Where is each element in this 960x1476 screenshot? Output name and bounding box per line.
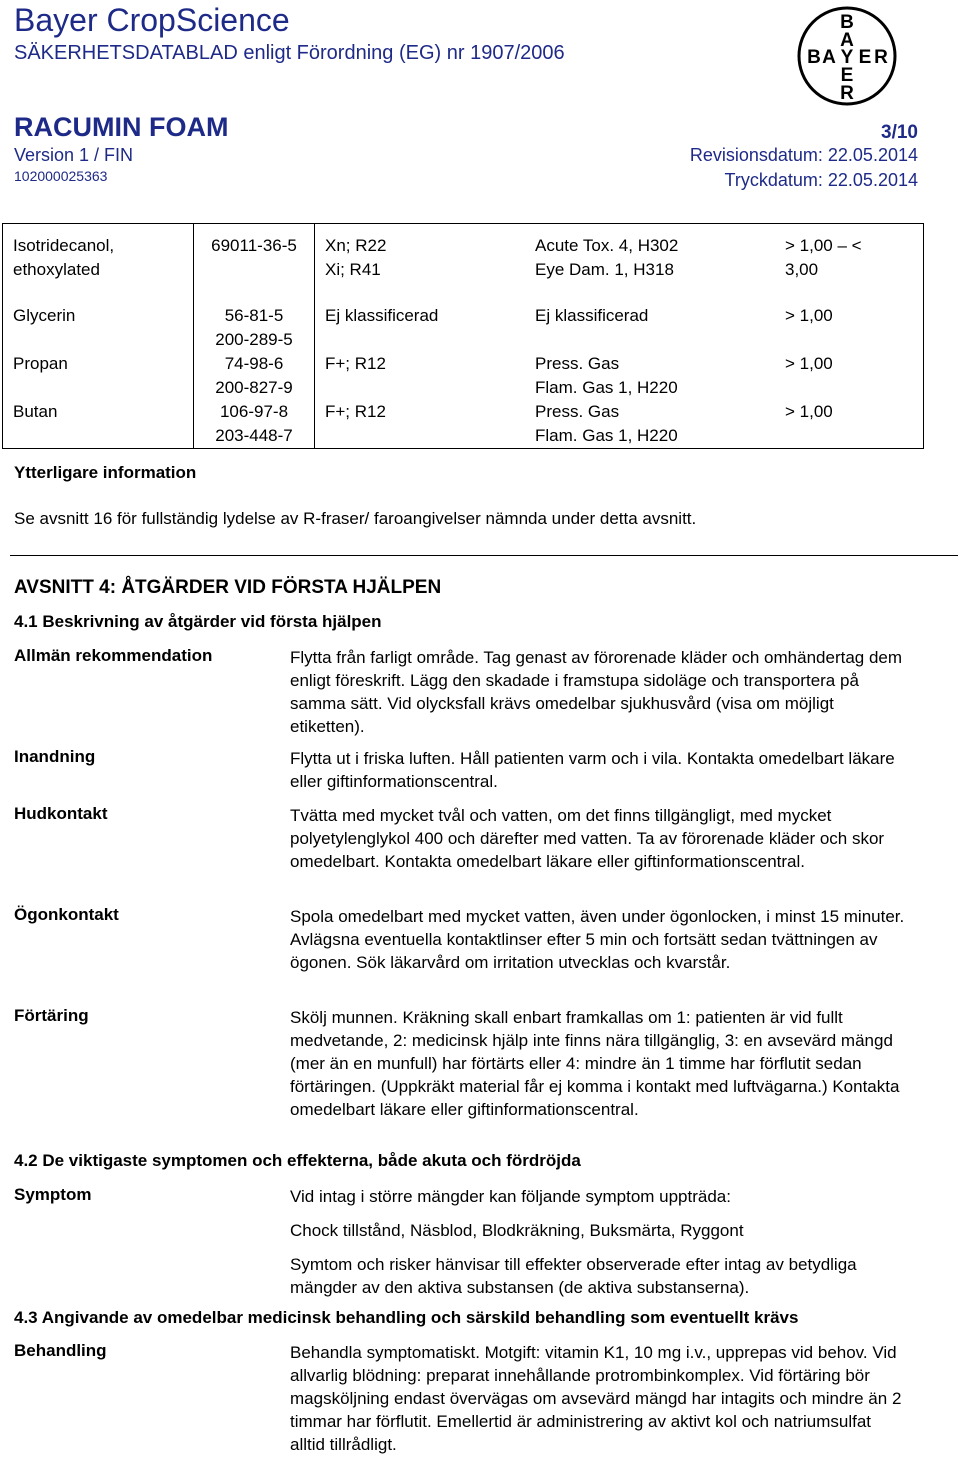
treatment-text: Behandla symptomatiskt. Motgift: vitamin K1, 10 mg i.v., upprepas vid behov. Vid allvarlig blödning: preparat innehållande protrombinkomplex. Vid förtäring bör magsköljning endast övervägas om avsevärd mängd har intagits och mindre än 2 timmar har förflutit. Emellertid är administrering av aktivt kol och natriumsulfat alltid tillrådligt.	[290, 1343, 902, 1454]
extra-info-label: Ytterligare information	[14, 463, 197, 482]
components-table	[2, 223, 924, 449]
symptom-text-3: Symtom och risker hänvisar till effekter observerade efter intag av betydliga mängder av den aktiva substansen (de aktiva substanserna).	[290, 1255, 857, 1297]
document-number: 102000025363	[14, 168, 108, 184]
inhalation-label: Inandning	[14, 747, 96, 766]
svg-text:E: E	[858, 47, 872, 68]
clp-classification: Ej klassificerad	[535, 306, 649, 325]
svg-text:Y: Y	[840, 47, 854, 68]
version: Version 1 / FIN	[14, 145, 134, 165]
table-row	[3, 304, 924, 352]
classification: F+; R12	[325, 402, 386, 421]
general-text: Flytta från farligt område. Tag genast av förorenade kläder och omhändertag dem enligt föreskrift. Lägg den skadade i framstupa sidoläge och transportera på samma sätt. Vid olycksfall krävs omedelbar sjukhusvård (visa om möjligt etiketten).	[290, 648, 903, 736]
treatment-label: Behandling	[14, 1341, 107, 1360]
clp-classification: Press. Gas	[535, 402, 620, 421]
print-date: Tryckdatum: 22.05.2014	[724, 170, 918, 190]
subsection-4-2: 4.2 De viktigaste symptomen och effekterna, både akuta och fördröjda	[14, 1151, 581, 1170]
cas-number: 69011-36-5	[211, 236, 297, 255]
cas-number: 56-81-5	[224, 306, 284, 325]
concentration: 3,00	[785, 260, 819, 279]
document-subtitle: SÄKERHETSDATABLAD enligt Förordning (EG) nr 1907/2006	[14, 42, 565, 64]
component-name: Glycerin	[13, 306, 76, 325]
symptom-label: Symptom	[14, 1185, 92, 1204]
product-name: RACUMIN FOAM	[14, 112, 229, 142]
classification: F+; R12	[325, 354, 386, 373]
section-title: AVSNITT 4: ÅTGÄRDER VID FÖRSTA HJÄLPEN	[14, 577, 442, 598]
ec-number: 203-448-7	[215, 426, 293, 445]
cas-number: 74-98-6	[224, 354, 284, 373]
svg-text:B: B	[807, 47, 821, 68]
revision-date: Revisionsdatum: 22.05.2014	[689, 145, 918, 165]
table-row	[3, 352, 924, 400]
svg-text:E: E	[840, 65, 854, 86]
subsection-4-3: 4.3 Angivande av omedelbar medicinsk behandling och särskild behandling som eventuellt krävs	[14, 1308, 799, 1327]
r-phrase-note: Se avsnitt 16 för fullständig lydelse av R-fraser/ faroangivelser nämnda under detta avsnitt.	[14, 509, 697, 528]
ec-number: 200-289-5	[215, 330, 293, 349]
svg-text:A: A	[840, 30, 854, 51]
clp-classification: Flam. Gas 1, H220	[535, 426, 678, 445]
classification: Xn; R22	[325, 236, 387, 255]
component-name: Propan	[13, 354, 68, 373]
bayer-logo	[795, 4, 899, 108]
component-name: Butan	[13, 402, 58, 421]
concentration: > 1,00	[785, 402, 833, 421]
svg-text:A: A	[822, 47, 836, 68]
cas-number: 106-97-8	[219, 402, 289, 421]
concentration: > 1,00 – <	[785, 236, 862, 255]
classification: Ej klassificerad	[325, 306, 439, 325]
eye-label: Ögonkontakt	[14, 905, 119, 924]
concentration: > 1,00	[785, 354, 833, 373]
table-row	[3, 224, 924, 305]
skin-label: Hudkontakt	[14, 804, 108, 823]
company-name: Bayer CropScience	[14, 2, 290, 38]
symptom-text-1: Vid intag i större mängder kan följande symptom uppträda:	[290, 1187, 731, 1206]
clp-classification: Eye Dam. 1, H318	[535, 260, 674, 279]
eye-text: Spola omedelbart med mycket vatten, även under ögonlocken, i minst 15 minuter. Avlägsna eventuella kontaktlinser efter 5 min och fortsätt sedan tvättningen av ögonen. Sök läkarvård om irritation utvecklas och kvarstår.	[290, 907, 905, 972]
ec-number: 200-827-9	[215, 378, 293, 397]
skin-text: Tvätta med mycket tvål och vatten, om det finns tillgängligt, med mycket polyetylenglykol 400 och därefter med vatten. Ta av förorenade kläder och skor omedelbart. Kontakta omedelbart läkare eller giftinformationscentral.	[290, 806, 885, 871]
component-name: Isotridecanol,	[13, 236, 115, 255]
symptom-text-2: Chock tillstånd, Näsblod, Blodkräkning, Buksmärta, Ryggont	[290, 1221, 744, 1240]
clp-classification: Acute Tox. 4, H302	[535, 236, 679, 255]
classification: Xi; R41	[325, 260, 381, 279]
ingestion-text: Skölj munnen. Kräkning skall enbart framkallas om 1: patienten är vid fullt medvetande, 2: medicinsk hjälp inte finns nära tillgänglig, 3: en avsevärd mängd (mer än en munfull) har förtärts eller 4: mindre än 1 timme har förflutit sedan förtäringen. (Uppkräkt material får ej komma i kontakt med luftvägarna.) Kontakta omedelbart läkare eller giftinformationscentral.	[290, 1008, 900, 1119]
clp-classification: Press. Gas	[535, 354, 620, 373]
ingestion-label: Förtäring	[14, 1006, 89, 1025]
svg-text:R: R	[874, 47, 888, 68]
concentration: > 1,00	[785, 306, 833, 325]
clp-classification: Flam. Gas 1, H220	[535, 378, 678, 397]
svg-text:R: R	[840, 83, 854, 104]
subsection-4-1: 4.1 Beskrivning av åtgärder vid första hjälpen	[14, 612, 382, 631]
svg-text:B: B	[840, 12, 854, 33]
divider	[10, 555, 958, 556]
page-number: 3/10	[881, 122, 918, 143]
general-label: Allmän rekommendation	[14, 646, 213, 665]
table-row	[3, 400, 924, 449]
inhalation-text: Flytta ut i friska luften. Håll patienten varm och i vila. Kontakta omedelbart läkare eller giftinformationscentral.	[290, 749, 895, 791]
component-name: ethoxylated	[13, 260, 100, 279]
